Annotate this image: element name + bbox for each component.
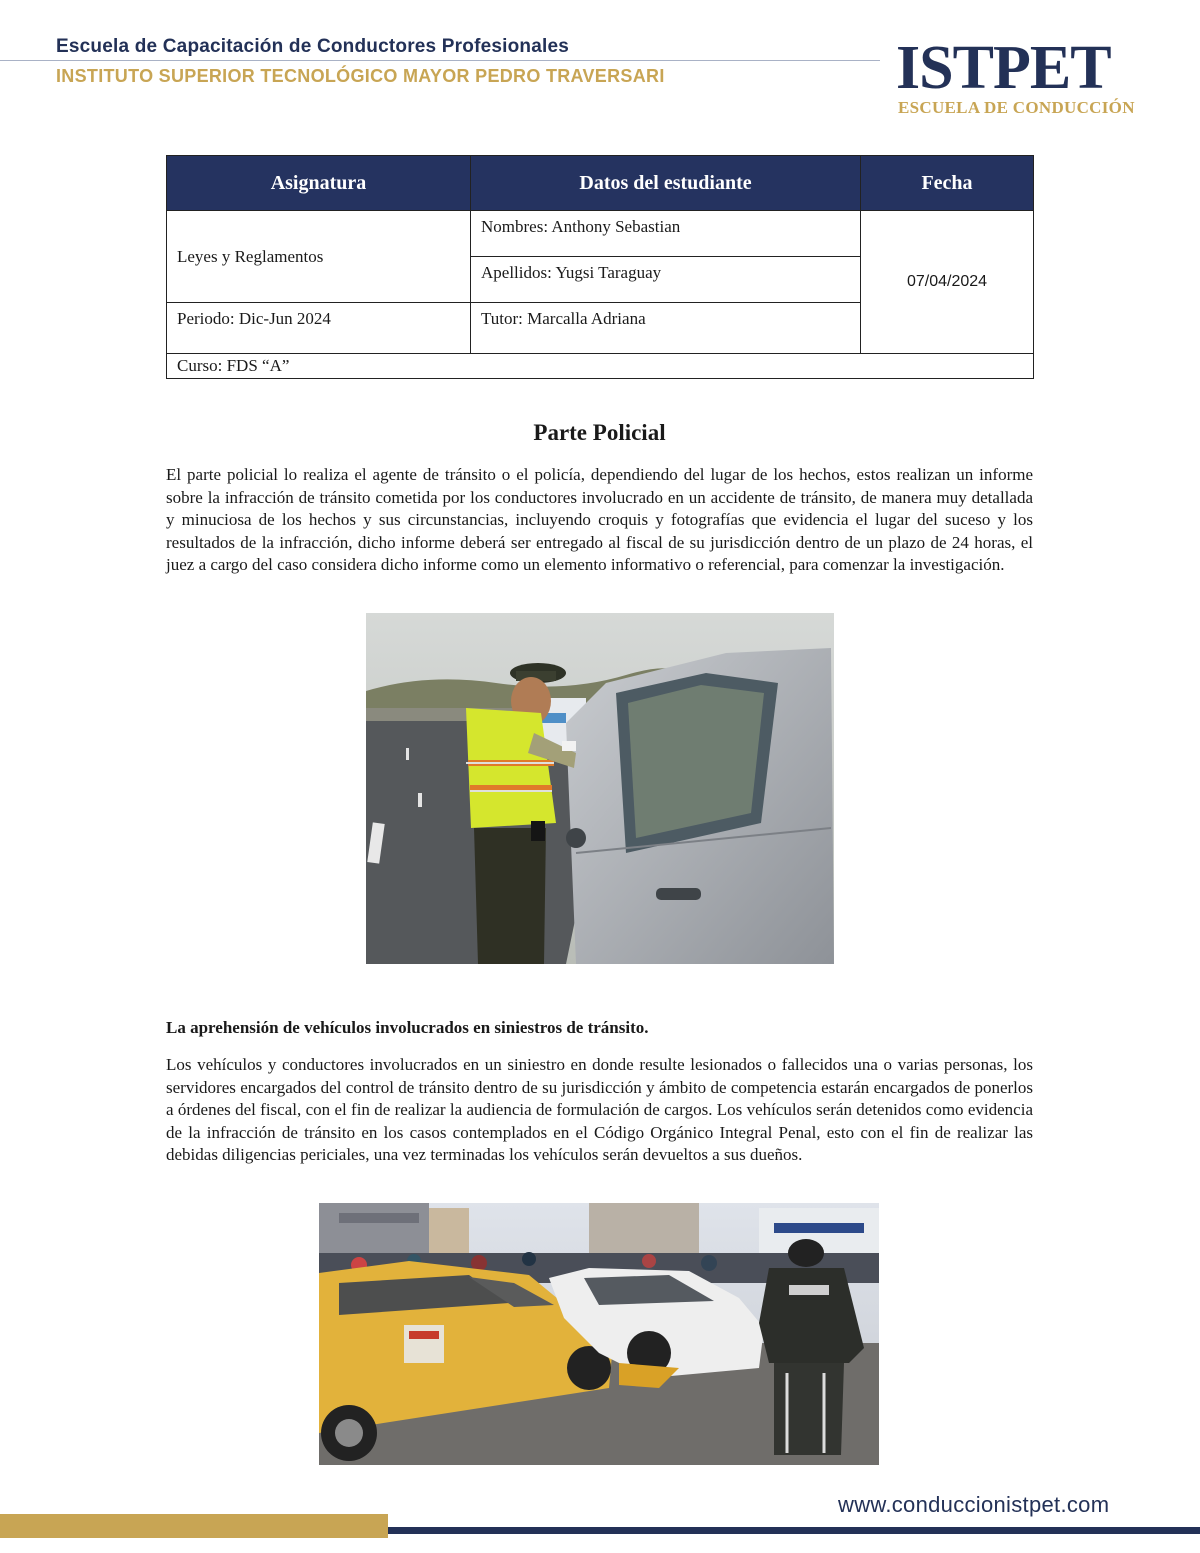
header-asignatura: Asignatura xyxy=(167,156,471,211)
paragraph-aprehension: Los vehículos y conductores involucrados en un siniestro en donde resulte lesionados o fallecidos una o varias personas, los servidores encargados del control de tránsito dentro de su jurisdicción y ámbito de competencia estarán encargados de ponerlos a órdenes del fiscal, con el fin de realizar la audiencia de formulación de cargos. Los vehículos serán detenidos como evidencia de la infracción de tránsito en los casos contemplados en el Código Orgánico Integral Penal, esto con el fin de realizar las debidas diligencias periciales, una vez terminadas los vehículos serán devueltos a sus dueños. xyxy=(166,1055,1033,1165)
paragraph-parte-policial: El parte policial lo realiza el agente de tránsito o el policía, dependiendo del lugar de los hechos, estos realizan un informe sobre la infracción de tránsito cometida por los conductores involucrado en un accidente de tránsito, de manera muy detallada y minuciosa de los hechos y sus circunstancias, incluyendo croquis y fotografías que evidencia el lugar del suceso y los resultados de la infracción, dicho informe deberá ser entregado al fiscal de su jurisdicción dentro de un plazo de 24 horas, el juez a cargo del caso considera dicho informe como un elemento informativo o referencial, para comenzar la investigación. xyxy=(166,465,1033,575)
subject-cell: Leyes y Reglamentos xyxy=(167,211,471,303)
course-cell: Curso: FDS “A” xyxy=(167,354,1034,379)
header-datos-estudiante: Datos del estudiante xyxy=(471,156,861,211)
logo-sub-text: ESCUELA DE CONDUCCIÓN xyxy=(898,98,1135,117)
footer-gold-bar xyxy=(0,1514,388,1538)
tutor-cell: Tutor: Marcalla Adriana xyxy=(471,303,861,354)
traffic-accident-photo xyxy=(319,1203,879,1465)
logo-main-text: ISTPET xyxy=(896,34,1111,102)
school-name: Escuela de Capacitación de Conductores Profesionales xyxy=(56,36,569,57)
period-cell: Periodo: Dic-Jun 2024 xyxy=(167,303,471,354)
names-cell: Nombres: Anthony Sebastian xyxy=(471,211,861,257)
website-link[interactable]: www.conduccionistpet.com xyxy=(838,1492,1110,1517)
date-cell: 07/04/2024 xyxy=(861,211,1034,354)
student-info-table xyxy=(166,155,1034,379)
section-heading-aprehension: La aprehensión de vehículos involucrados en siniestros de tránsito. xyxy=(166,1018,649,1037)
institute-name: INSTITUTO SUPERIOR TECNOLÓGICO MAYOR PEDRO TRAVERSARI xyxy=(56,66,665,86)
header-fecha: Fecha xyxy=(861,156,1034,211)
surnames-cell: Apellidos: Yugsi Taraguay xyxy=(471,257,861,303)
istpet-logo xyxy=(896,34,1146,122)
section-title: Parte Policial xyxy=(533,420,666,445)
header-divider xyxy=(0,60,880,61)
police-officer-photo xyxy=(366,613,834,964)
